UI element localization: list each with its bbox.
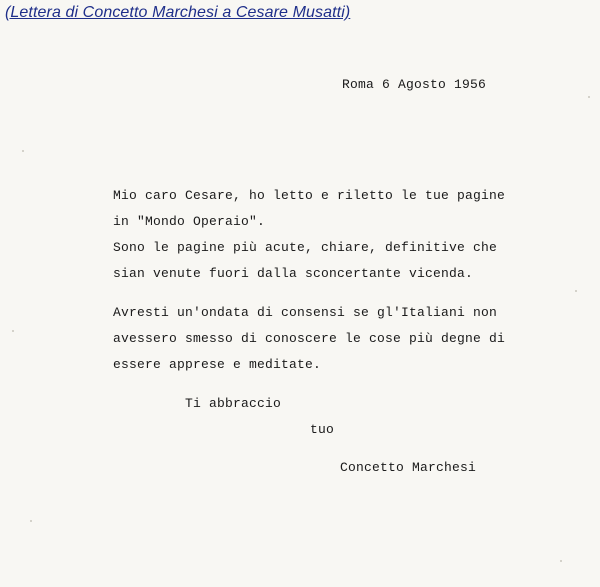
letter-tuo: tuo [310,422,335,437]
letter-line-7: essere apprese e meditate. [113,357,322,372]
letter-closing: Ti abbraccio [185,396,282,411]
scan-speck [30,520,32,522]
letter-date: Roma 6 Agosto 1956 [342,77,487,92]
scan-speck [12,330,14,332]
scan-speck [588,96,590,98]
letter-line-2: in "Mondo Operaio". [113,214,266,229]
letter-line-6: avessero smesso di conoscere le cose più degne di [113,331,506,346]
letter-caption[interactable]: (Lettera di Concetto Marchesi a Cesare Musatti) [5,4,351,21]
letter-line-1: Mio caro Cesare, ho letto e riletto le tue pagine [113,188,506,203]
scan-speck [22,150,24,152]
letter-line-5: Avresti un'ondata di consensi se gl'Italiani non [113,305,498,320]
scan-speck [560,560,562,562]
scan-speck [575,290,577,292]
letter-line-4: sian venute fuori dalla sconcertante vicenda. [113,266,474,281]
letter-line-3: Sono le pagine più acute, chiare, definitive che [113,240,498,255]
letter-signature: Concetto Marchesi [340,460,477,475]
